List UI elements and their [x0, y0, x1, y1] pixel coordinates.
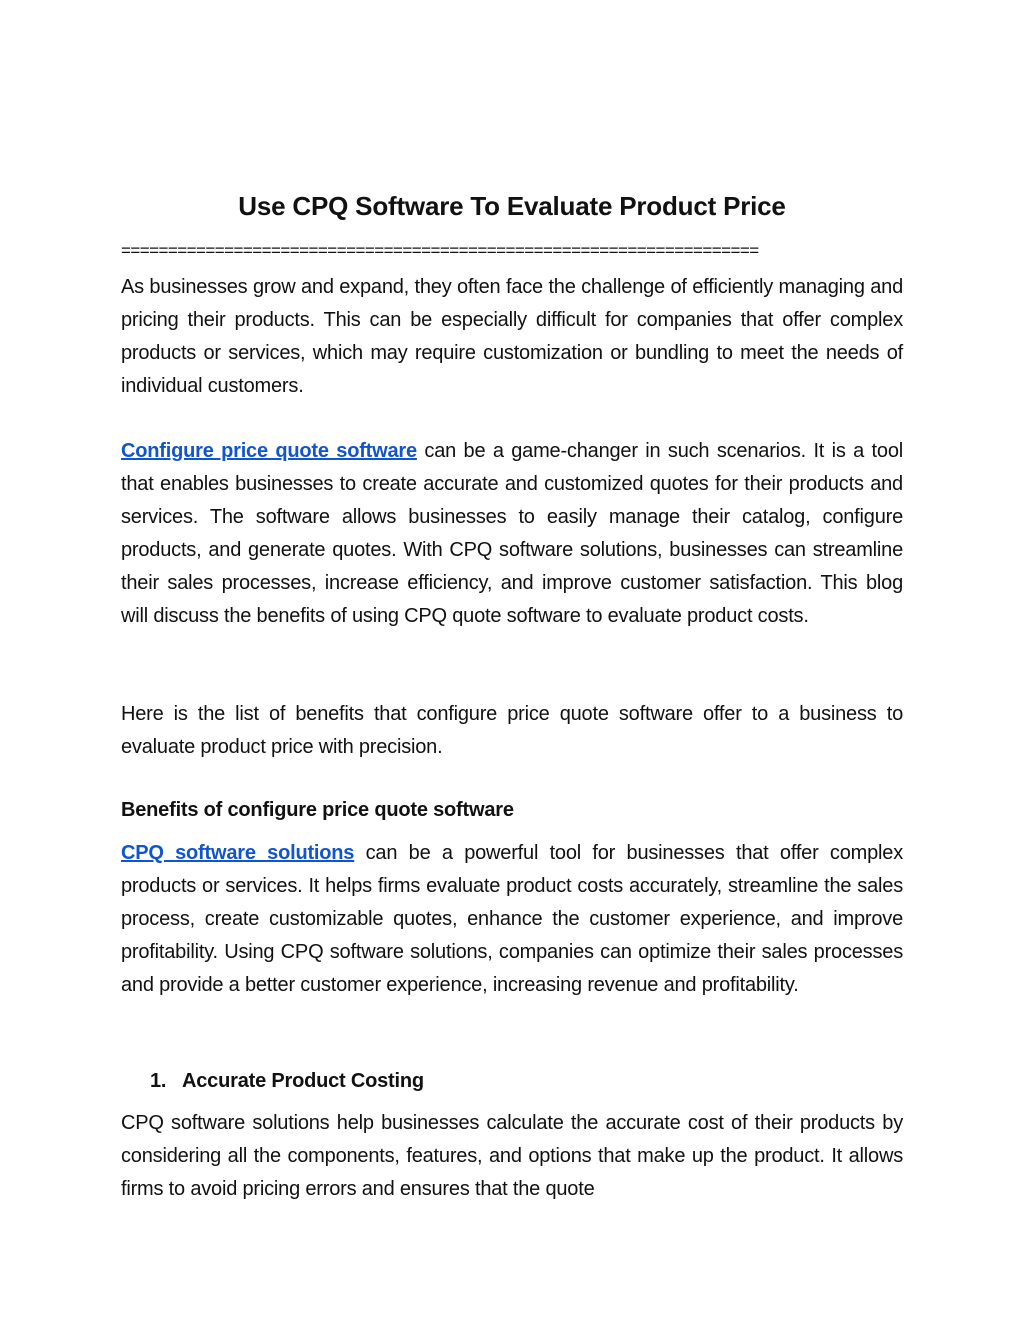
list-item-accurate-product-costing: [150, 1065, 424, 1098]
paragraph-cpq-overview: [121, 435, 903, 633]
paragraph-cpq-overview-text: can be a game-changer in such scenarios. It is a tool that enables businesses to create accurate and customized quotes for their products and services. The software allows businesses to easily manage their catalog, configure products, and generate quotes. With CPQ software solutions, businesses can streamline their sales processes, increase efficiency, and improve customer satisfaction. This blog will discuss the benefits of using CPQ quote software to evaluate product costs.: [121, 440, 903, 627]
paragraph-benefits-text: can be a powerful tool for businesses that offer complex products or services. It helps firms evaluate product costs accurately, streamline the sales process, create customizable quotes, enhance the customer experience, and improve profitability. Using CPQ software solutions, companies can optimize their sales processes and provide a better customer experience, increasing revenue and profitability.: [121, 842, 904, 996]
list-item-label: Accurate Product Costing: [182, 1070, 424, 1092]
paragraph-benefits-intro: Here is the list of benefits that configure price quote software offer to a business to evaluate product price with precision.: [121, 703, 903, 758]
paragraph-accurate-costing: CPQ software solutions help businesses calculate the accurate cost of their products by considering all the components, features, and options that make up the product. It allows firms to avoid pricing errors and ensures that the quote: [121, 1112, 903, 1200]
configure-price-quote-software-link[interactable]: Configure price quote software: [121, 440, 417, 462]
page-title: Use CPQ Software To Evaluate Product Price: [238, 191, 786, 221]
list-item-number: 1.: [150, 1070, 167, 1092]
paragraph-benefits: [121, 837, 903, 1002]
divider-line: ====================================================================: [121, 241, 759, 260]
paragraph-intro: As businesses grow and expand, they often face the challenge of efficiently managing and pricing their products. This can be especially difficult for companies that offer complex products or services, which may require customization or bundling to meet the needs of individual customers.: [121, 276, 903, 397]
section-heading-benefits: Benefits of configure price quote software: [121, 799, 514, 821]
cpq-software-solutions-link[interactable]: CPQ software solutions: [121, 842, 355, 864]
